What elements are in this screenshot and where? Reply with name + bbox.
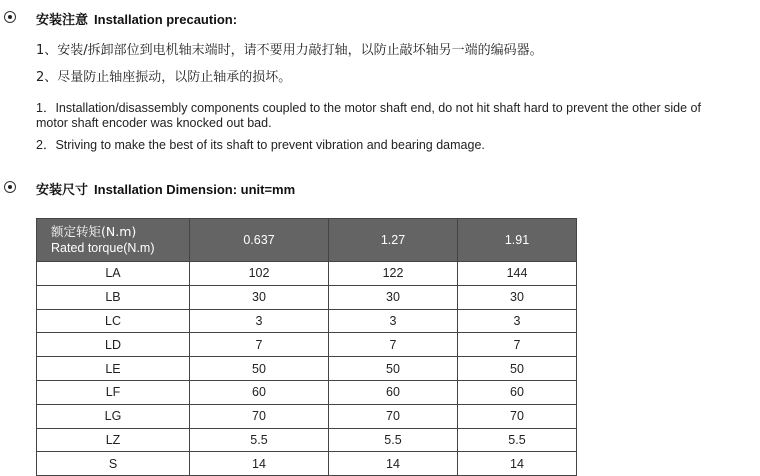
table-row: [37, 333, 577, 357]
table-cell: 70: [190, 404, 329, 428]
table-cell: 50: [329, 357, 458, 381]
table-cell: 50: [458, 357, 577, 381]
precaution-heading-en: Installation precaution:: [94, 12, 238, 27]
row-label: LF: [37, 380, 190, 404]
table-cell: 7: [190, 333, 329, 357]
dimension-heading: [36, 179, 295, 198]
table-cell: 122: [329, 262, 458, 286]
header-rated-torque-cn: 额定转矩(N.m): [51, 224, 137, 239]
header-rated-torque-en: Rated torque(N.m): [51, 241, 155, 255]
table-cell: 60: [458, 380, 577, 404]
header-column: 0.637: [190, 219, 329, 262]
table-cell: 14: [329, 452, 458, 476]
table-cell: 144: [458, 262, 577, 286]
header-rated-torque: [37, 219, 190, 262]
row-label: LC: [37, 309, 190, 333]
table-cell: 5.5: [190, 428, 329, 452]
precaution-en-line-2: motor shaft encoder was knocked out bad.: [36, 116, 272, 130]
table-cell: 50: [190, 357, 329, 381]
dimension-heading-cn: 安装尺寸: [36, 183, 89, 198]
table-row: [37, 428, 577, 452]
table-cell: 3: [329, 309, 458, 333]
table-cell: 3: [458, 309, 577, 333]
precaution-cn-line-1: 1、安装/拆卸部位到电机轴末端时，请不要用力敲打轴，以防止敲坏轴另一端的编码器。: [36, 43, 543, 58]
table-cell: 5.5: [329, 428, 458, 452]
table-row: [37, 285, 577, 309]
row-label: LB: [37, 285, 190, 309]
radio-bullet-icon: [4, 11, 16, 23]
table-cell: 7: [458, 333, 577, 357]
precaution-heading-cn: 安装注意: [36, 13, 89, 28]
dimension-heading-en: Installation Dimension: unit=mm: [94, 182, 296, 197]
row-label: LE: [37, 357, 190, 381]
radio-bullet-icon: [4, 181, 16, 193]
table-cell: 60: [190, 380, 329, 404]
table-cell: 102: [190, 262, 329, 286]
table-header-row: [37, 219, 577, 262]
table-cell: 70: [458, 404, 577, 428]
precaution-en-line-1: 1．Installation/disassembly components coupled to the motor shaft end, do not hit shaft hard to prevent the other side of: [36, 101, 701, 115]
precaution-cn-line-2: 2、尽量防止轴座振动，以防止轴承的损坏。: [36, 70, 292, 85]
precaution-en-line-3: 2．Striving to make the best of its shaft to prevent vibration and bearing damage.: [36, 138, 485, 152]
header-column: 1.91: [458, 219, 577, 262]
dimension-table: [36, 218, 577, 476]
table-row: [37, 404, 577, 428]
table-cell: 30: [329, 285, 458, 309]
row-label: LD: [37, 333, 190, 357]
table-row: [37, 262, 577, 286]
table-cell: 14: [458, 452, 577, 476]
precaution-heading: [36, 9, 237, 28]
table-cell: 30: [190, 285, 329, 309]
table-cell: 3: [190, 309, 329, 333]
row-label: S: [37, 452, 190, 476]
header-column: 1.27: [329, 219, 458, 262]
row-label: LA: [37, 262, 190, 286]
table-row: [37, 452, 577, 476]
table-cell: 30: [458, 285, 577, 309]
table-cell: 60: [329, 380, 458, 404]
row-label: LG: [37, 404, 190, 428]
table-row: [37, 380, 577, 404]
table-row: [37, 357, 577, 381]
table-cell: 5.5: [458, 428, 577, 452]
row-label: LZ: [37, 428, 190, 452]
table-cell: 14: [190, 452, 329, 476]
table-row: [37, 309, 577, 333]
table-cell: 7: [329, 333, 458, 357]
table-cell: 70: [329, 404, 458, 428]
